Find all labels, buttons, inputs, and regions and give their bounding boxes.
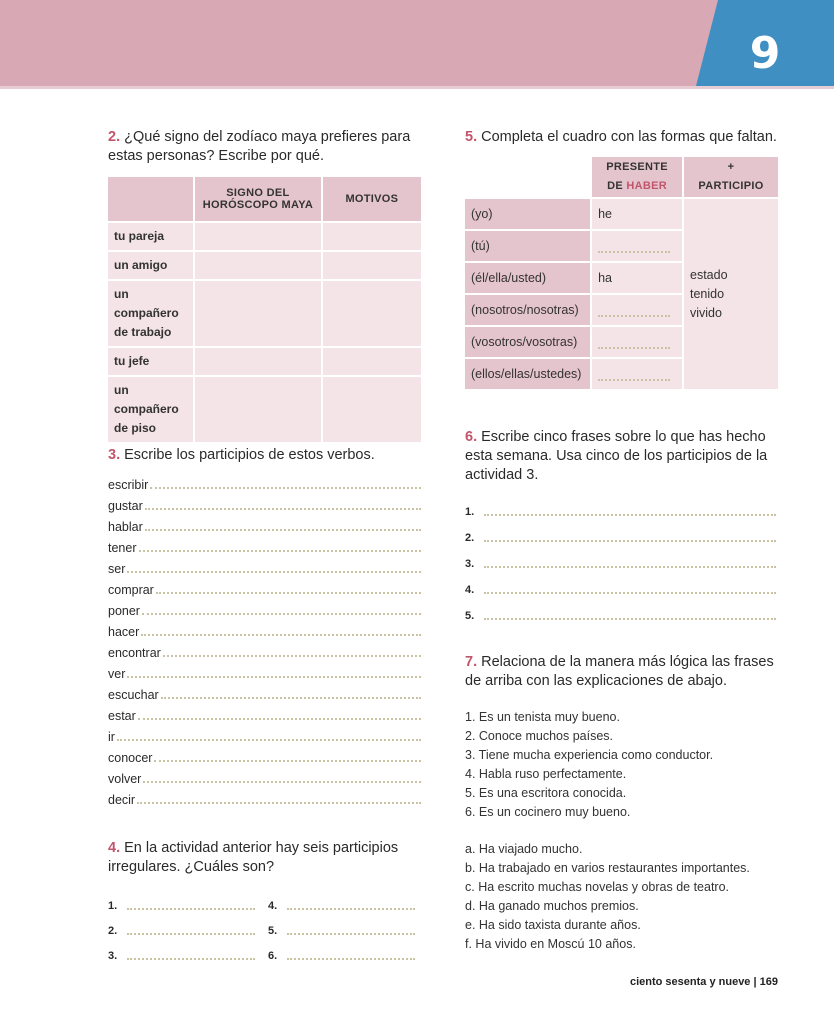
zodiac-cell-sign[interactable] xyxy=(195,281,321,346)
sentence-answer[interactable] xyxy=(465,532,776,544)
verb-row[interactable] xyxy=(108,514,421,534)
head-plus: + xyxy=(727,161,735,173)
zodiac-table-corner xyxy=(108,177,193,221)
zodiac-cell-reason[interactable] xyxy=(323,348,421,375)
verb-label: decir xyxy=(108,793,136,807)
lettered-explanation: e. Ha sido taxista durante años. xyxy=(465,918,641,932)
verb-label: hablar xyxy=(108,520,143,534)
haber-col-presente xyxy=(592,157,682,197)
answer-number: 1. xyxy=(465,506,475,518)
participle-item: estado xyxy=(690,267,728,282)
head-haber: HABER xyxy=(626,180,667,192)
answer-line[interactable] xyxy=(150,487,421,489)
zodiac-col-reasons: MOTIVOS xyxy=(323,177,421,221)
haber-table-corner xyxy=(465,157,590,197)
answer-line[interactable] xyxy=(484,618,776,620)
exercise-6-number: 6. xyxy=(465,429,478,445)
answer-line[interactable] xyxy=(161,697,421,699)
head-de: DE xyxy=(607,180,623,192)
exercise-7-title xyxy=(465,653,778,691)
verb-row[interactable] xyxy=(108,724,421,744)
haber-form-cell[interactable] xyxy=(592,295,682,325)
numbered-sentence: 4. Habla ruso perfectamente. xyxy=(465,767,627,781)
pronoun-cell: (yo) xyxy=(465,199,590,229)
answer-line[interactable] xyxy=(484,514,776,516)
verb-row[interactable] xyxy=(108,598,421,618)
verb-label: poner xyxy=(108,604,140,618)
verb-label: estar xyxy=(108,709,136,723)
haber-form-cell[interactable] xyxy=(592,359,682,389)
verb-label: encontrar xyxy=(108,646,161,660)
numbered-sentence: 3. Tiene mucha experiencia como conductor. xyxy=(465,748,714,762)
exercise-5-title xyxy=(465,128,785,147)
participle-cell xyxy=(684,199,778,389)
haber-form-cell[interactable] xyxy=(592,231,682,261)
answer-line[interactable] xyxy=(598,333,670,349)
irregular-answer[interactable] xyxy=(268,925,415,937)
numbered-sentence: 6. Es un cocinero muy bueno. xyxy=(465,805,631,819)
answer-number: 1. xyxy=(108,900,118,912)
exercise-6-title xyxy=(465,428,778,485)
zodiac-table xyxy=(106,175,423,444)
numbered-sentence: 5. Es una escritora conocida. xyxy=(465,786,627,800)
verb-row[interactable] xyxy=(108,556,421,576)
answer-line[interactable] xyxy=(598,301,670,317)
haber-form-cell: he xyxy=(592,199,682,229)
answer-line[interactable] xyxy=(484,540,776,542)
haber-table xyxy=(463,155,780,391)
page-number: 169 xyxy=(759,976,778,988)
answer-number: 2. xyxy=(465,532,475,544)
exercise-7-text: Relaciona de la manera más lógica las frases de arriba con las explicaciones de abajo. xyxy=(465,654,774,689)
answer-line[interactable] xyxy=(127,958,255,960)
verb-row[interactable] xyxy=(108,766,421,786)
answer-line[interactable] xyxy=(145,529,421,531)
answer-line[interactable] xyxy=(145,508,421,510)
verb-row[interactable] xyxy=(108,493,421,513)
verb-label: ser xyxy=(108,562,126,576)
answer-line[interactable] xyxy=(139,550,422,552)
answer-line[interactable] xyxy=(141,634,421,636)
exercise-5-text: Completa el cuadro con las formas que faltan. xyxy=(481,129,777,145)
numbered-sentence: 2. Conoce muchos países. xyxy=(465,729,613,743)
exercise-2-title xyxy=(108,128,421,166)
page-footer xyxy=(630,976,778,988)
answer-number: 3. xyxy=(108,950,118,962)
irregular-answer[interactable] xyxy=(268,900,415,912)
lettered-explanation: f. Ha vivido en Moscú 10 años. xyxy=(465,937,636,951)
haber-col-participio xyxy=(684,157,778,197)
answer-line[interactable] xyxy=(484,592,776,594)
answer-number: 4. xyxy=(268,900,278,912)
answer-line[interactable] xyxy=(163,655,421,657)
verb-row[interactable] xyxy=(108,703,421,723)
answer-line[interactable] xyxy=(138,718,421,720)
head-presente: PRESENTE xyxy=(606,161,668,173)
pronoun-cell: (tú) xyxy=(465,231,590,261)
head-participio: PARTICIPIO xyxy=(698,180,764,192)
verb-label: ver xyxy=(108,667,126,681)
zodiac-col-sign: SIGNO DEL HORÓSCOPO MAYA xyxy=(195,177,321,221)
answer-line[interactable] xyxy=(127,676,421,678)
pronoun-cell: (vosotros/vosotras) xyxy=(465,327,590,357)
answer-line[interactable] xyxy=(156,592,421,594)
exercise-6-text: Escribe cinco frases sobre lo que has hecho esta semana. Usa cinco de los participios de la actividad 3. xyxy=(465,429,768,483)
zodiac-cell-sign[interactable] xyxy=(195,377,321,442)
exercise-3-text: Escribe los participios de estos verbos. xyxy=(124,447,375,463)
answer-line[interactable] xyxy=(154,760,421,762)
answer-number: 3. xyxy=(465,558,475,570)
answer-line[interactable] xyxy=(127,933,255,935)
answer-line[interactable] xyxy=(287,908,415,910)
zodiac-row-label: tu jefe xyxy=(108,348,193,375)
answer-line[interactable] xyxy=(137,802,421,804)
pronoun-cell: (nosotros/nosotras) xyxy=(465,295,590,325)
answer-line[interactable] xyxy=(287,958,415,960)
sentence-answer[interactable] xyxy=(465,558,776,570)
lettered-explanation: a. Ha viajado mucho. xyxy=(465,842,583,856)
zodiac-cell-reason[interactable] xyxy=(323,281,421,346)
zodiac-cell-reason[interactable] xyxy=(323,377,421,442)
haber-form-cell[interactable] xyxy=(592,327,682,357)
verb-label: tener xyxy=(108,541,137,555)
answer-number: 4. xyxy=(465,584,475,596)
unit-number: 9 xyxy=(749,28,781,79)
verb-row[interactable] xyxy=(108,640,421,660)
exercise-7-number: 7. xyxy=(465,654,478,670)
verb-label: escuchar xyxy=(108,688,159,702)
participle-item: vivido xyxy=(690,305,722,320)
footer-separator: | xyxy=(753,976,757,988)
zodiac-cell-sign[interactable] xyxy=(195,348,321,375)
irregular-answer[interactable] xyxy=(108,950,255,962)
irregular-answer[interactable] xyxy=(108,900,255,912)
sentence-answer[interactable] xyxy=(465,610,776,622)
exercise-2-number: 2. xyxy=(108,129,121,145)
exercise-2-text: ¿Qué signo del zodíaco maya prefieres para estas personas? Escribe por qué. xyxy=(108,129,411,164)
zodiac-row-label: tu pareja xyxy=(108,223,193,250)
exercise-3-title xyxy=(108,446,421,465)
zodiac-cell-reason[interactable] xyxy=(323,223,421,250)
verb-row[interactable] xyxy=(108,619,421,639)
answer-line[interactable] xyxy=(598,237,670,253)
numbered-sentence: 1. Es un tenista muy bueno. xyxy=(465,710,620,724)
exercise-3-number: 3. xyxy=(108,447,121,463)
answer-line[interactable] xyxy=(127,908,255,910)
verb-label: comprar xyxy=(108,583,154,597)
verb-label: conocer xyxy=(108,751,153,765)
zodiac-row-label: un compañero de trabajo xyxy=(108,281,193,346)
answer-line[interactable] xyxy=(484,566,776,568)
header-divider xyxy=(0,86,834,89)
zodiac-cell-sign[interactable] xyxy=(195,252,321,279)
answer-line[interactable] xyxy=(142,613,421,615)
verb-label: volver xyxy=(108,772,142,786)
verb-row[interactable] xyxy=(108,472,421,492)
answer-line[interactable] xyxy=(117,739,421,741)
answer-number: 5. xyxy=(268,925,278,937)
lettered-explanation: c. Ha escrito muchas novelas y obras de teatro. xyxy=(465,880,730,894)
zodiac-row-label: un compañero de piso xyxy=(108,377,193,442)
irregular-answer[interactable] xyxy=(108,925,255,937)
answer-number: 5. xyxy=(465,610,475,622)
zodiac-cell-reason[interactable] xyxy=(323,252,421,279)
footer-text: ciento sesenta y nueve xyxy=(629,976,751,988)
answer-line[interactable] xyxy=(598,365,670,381)
verb-row[interactable] xyxy=(108,535,421,555)
lettered-explanation: b. Ha trabajado en varios restaurantes importantes. xyxy=(465,861,750,875)
verb-row[interactable] xyxy=(108,577,421,597)
verb-row[interactable] xyxy=(108,682,421,702)
verb-label: gustar xyxy=(108,499,143,513)
zodiac-cell-sign[interactable] xyxy=(195,223,321,250)
verb-row[interactable] xyxy=(108,787,421,807)
pronoun-cell: (ellos/ellas/ustedes) xyxy=(465,359,590,389)
answer-number: 6. xyxy=(268,950,278,962)
participle-item: tenido xyxy=(690,286,725,301)
irregular-answer[interactable] xyxy=(268,950,415,962)
exercise-4-text: En la actividad anterior hay seis participios irregulares. ¿Cuáles son? xyxy=(108,840,399,875)
sentence-answer[interactable] xyxy=(465,506,776,518)
answer-line[interactable] xyxy=(287,933,415,935)
haber-form-cell: ha xyxy=(592,263,682,293)
exercise-4-number: 4. xyxy=(108,840,121,856)
verb-row[interactable] xyxy=(108,661,421,681)
sentence-answer[interactable] xyxy=(465,584,776,596)
verb-label: escribir xyxy=(108,478,149,492)
answer-line[interactable] xyxy=(127,571,421,573)
verb-label: hacer xyxy=(108,625,140,639)
verb-label: ir xyxy=(108,730,115,744)
answer-number: 2. xyxy=(108,925,118,937)
verb-row[interactable] xyxy=(108,745,421,765)
exercise-5-number: 5. xyxy=(465,129,478,145)
answer-line[interactable] xyxy=(143,781,421,783)
zodiac-row-label: un amigo xyxy=(108,252,193,279)
lettered-explanation: d. Ha ganado muchos premios. xyxy=(465,899,639,913)
pronoun-cell: (él/ella/usted) xyxy=(465,263,590,293)
exercise-4-title xyxy=(108,839,421,877)
